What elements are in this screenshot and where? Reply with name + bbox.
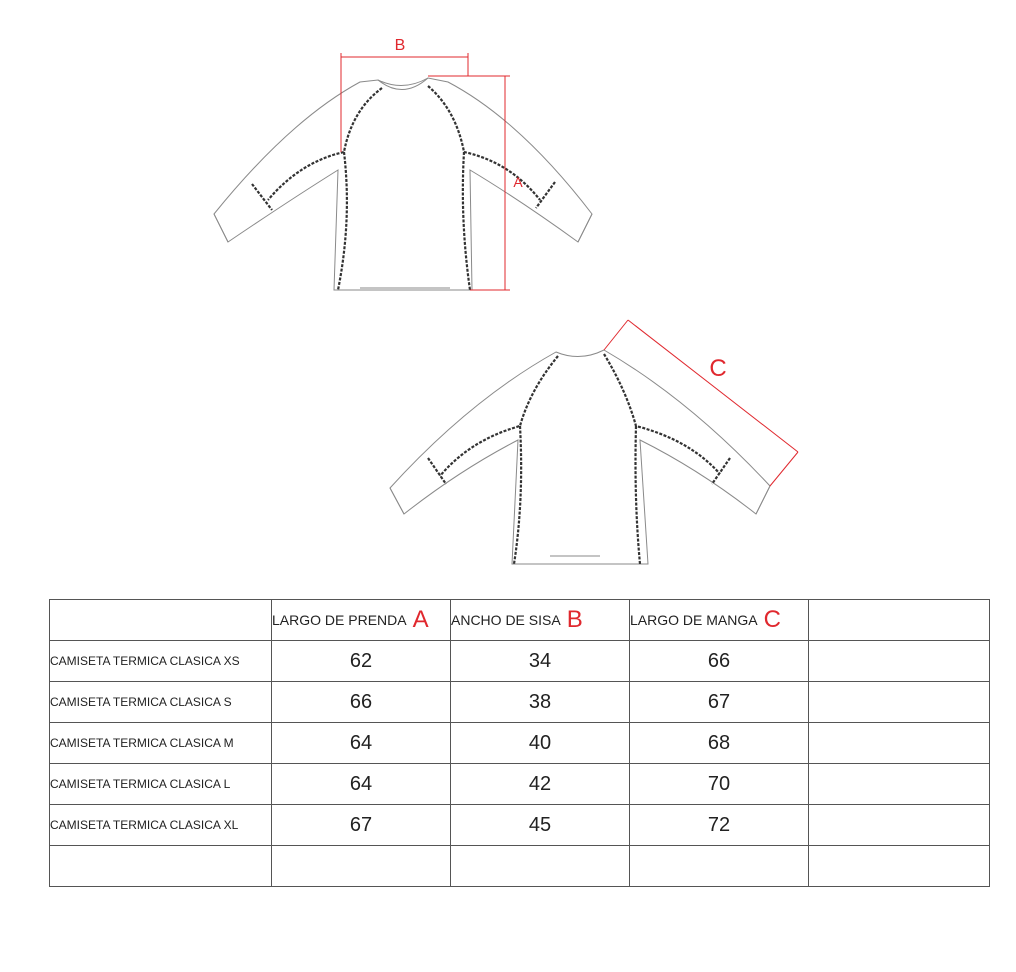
header-empty-cell [50,600,272,641]
value-manga: 67 [630,682,809,723]
value-largo: 67 [272,805,451,846]
value-largo: 64 [272,764,451,805]
back-shirt-seams [428,354,730,564]
header-largo-manga [630,600,809,641]
value-ancho: 42 [451,764,630,805]
value-largo: 66 [272,682,451,723]
value-largo: 64 [272,723,451,764]
value-manga: 66 [630,641,809,682]
value-manga: 72 [630,805,809,846]
row-name: CAMISETA TERMICA CLASICA XL [50,805,272,846]
row-name: CAMISETA TERMICA CLASICA M [50,723,272,764]
table-row [50,805,990,846]
empty-cell [630,846,809,887]
front-dimension-lines [341,53,510,290]
empty-cell [809,846,990,887]
table-header-row [50,600,990,641]
header-largo-prenda [272,600,451,641]
header-letter: C [763,606,781,633]
size-table [49,599,990,887]
value-ancho: 34 [451,641,630,682]
dimension-label-b: B [394,37,406,54]
row-name: CAMISETA TERMICA CLASICA L [50,764,272,805]
table-row [50,764,990,805]
header-label: ANCHO DE SISA [451,612,561,628]
header-empty-cell [809,600,990,641]
empty-cell [809,764,990,805]
table-row [50,641,990,682]
row-name: CAMISETA TERMICA CLASICA S [50,682,272,723]
dimension-label-c: C [709,355,727,382]
empty-cell [272,846,451,887]
header-label: LARGO DE PRENDA [272,612,407,628]
value-ancho: 40 [451,723,630,764]
header-label: LARGO DE MANGA [630,612,758,628]
value-manga: 70 [630,764,809,805]
table-row [50,682,990,723]
empty-cell [809,805,990,846]
value-ancho: 45 [451,805,630,846]
empty-cell [451,846,630,887]
value-manga: 68 [630,723,809,764]
header-ancho-sisa [451,600,630,641]
empty-cell [809,682,990,723]
table-row-empty [50,846,990,887]
empty-cell [50,846,272,887]
header-letter: B [566,606,583,633]
empty-cell [809,641,990,682]
front-shirt-seams [252,86,555,290]
back-shirt-drawing [390,350,770,564]
value-ancho: 38 [451,682,630,723]
front-shirt-drawing [214,78,592,290]
header-letter: A [412,606,429,633]
value-largo: 62 [272,641,451,682]
row-name: CAMISETA TERMICA CLASICA XS [50,641,272,682]
table-row [50,723,990,764]
back-dimension-lines [604,320,798,486]
dimension-label-a: A [513,174,523,190]
empty-cell [809,723,990,764]
